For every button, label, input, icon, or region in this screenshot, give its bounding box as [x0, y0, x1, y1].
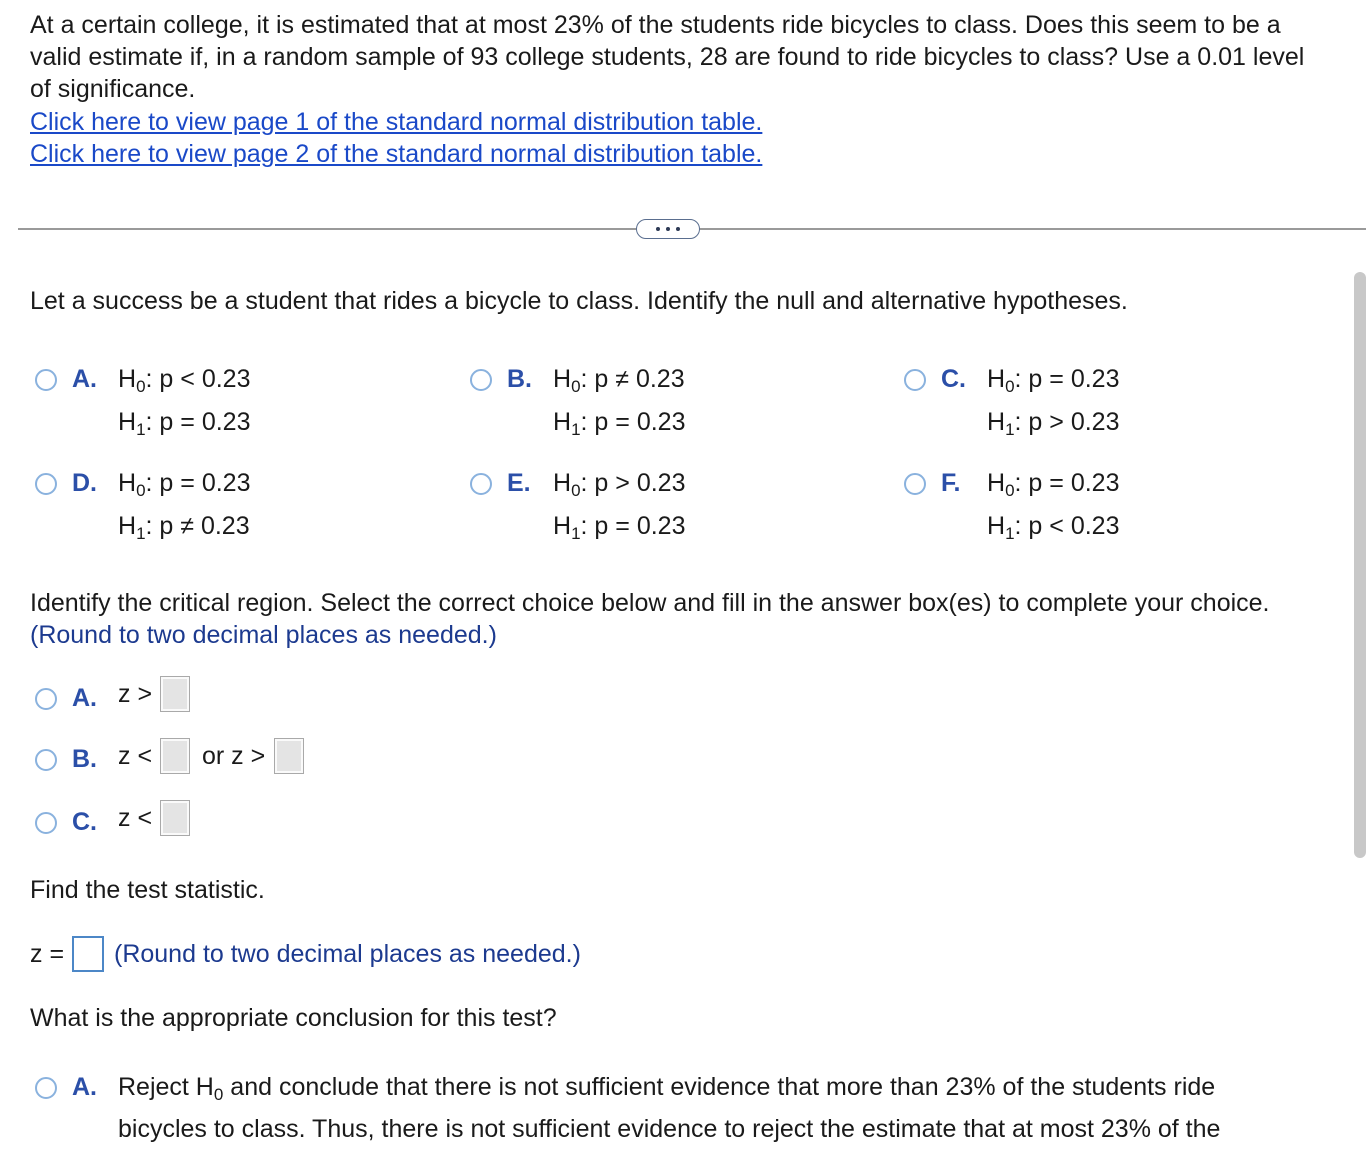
ellipsis-dot-icon — [656, 227, 660, 231]
hypothesis-option-c-h0: $H_0$: p = 0.23 — [987, 365, 1120, 396]
hypothesis-option-d-letter: D. — [72, 469, 97, 497]
test-statistic-round-note: (Round to two decimal places as needed.) — [114, 940, 581, 968]
hypothesis-option-b-radio[interactable] — [470, 369, 492, 391]
hypotheses-prompt: Let a success be a student that rides a bicycle to class. Identify the null and alternative hypotheses. — [30, 287, 1128, 315]
hypothesis-option-b-h1: $H_1$: p = 0.23 — [553, 408, 686, 439]
hypothesis-option-f-h0: $H_0$: p = 0.23 — [987, 469, 1120, 500]
test-statistic-prompt: Find the test statistic. — [30, 876, 265, 904]
conclusion-option-a-letter: A. — [72, 1073, 97, 1101]
hypothesis-option-f-letter: F. — [941, 469, 961, 497]
vertical-scrollbar[interactable] — [1354, 272, 1366, 858]
hypothesis-option-e-h1: $H_1$: p = 0.23 — [553, 512, 686, 543]
critical-region-option-b-label: z < — [118, 742, 153, 770]
hypothesis-option-d-h0: $H_0$: p = 0.23 — [118, 469, 251, 500]
critical-region-option-b-radio[interactable] — [35, 749, 57, 771]
ellipsis-dot-icon — [676, 227, 680, 231]
normal-table-page1-link[interactable]: Click here to view page 1 of the standard normal distribution table. — [30, 108, 763, 136]
question-line-3: of significance. — [30, 75, 196, 103]
conclusion-prompt: What is the appropriate conclusion for this test? — [30, 1004, 557, 1032]
conclusion-option-a-line-1: Reject $H_0$ and conclude that there is not sufficient evidence that more than 23% of the students ride — [118, 1073, 1216, 1104]
hypothesis-option-a-h0: $H_0$: p < 0.23 — [118, 365, 251, 396]
hypothesis-option-e-radio[interactable] — [470, 473, 492, 495]
hypothesis-option-a-radio[interactable] — [35, 369, 57, 391]
critical-region-a-input[interactable] — [160, 676, 190, 712]
critical-region-c-input[interactable] — [160, 800, 190, 836]
question-line-2: valid estimate if, in a random sample of 93 college students, 28 are found to ride bicycles to class? Use a 0.01 level — [30, 43, 1305, 71]
critical-region-option-c-letter: C. — [72, 808, 97, 836]
test-statistic-input[interactable] — [72, 936, 104, 972]
hypothesis-option-d-h1: $H_1$: p ≠ 0.23 — [118, 512, 250, 543]
hypothesis-option-e-h0: $H_0$: p > 0.23 — [553, 469, 686, 500]
test-statistic-label: z = — [30, 940, 65, 968]
hypothesis-option-f-radio[interactable] — [904, 473, 926, 495]
critical-region-round-note: (Round to two decimal places as needed.) — [30, 621, 497, 649]
critical-region-b-upper-input[interactable] — [274, 738, 304, 774]
hypothesis-option-b-h0: $H_0$: p ≠ 0.23 — [553, 365, 685, 396]
critical-region-b-lower-input[interactable] — [160, 738, 190, 774]
critical-region-option-a-label: z > — [118, 680, 153, 708]
normal-table-page2-link[interactable]: Click here to view page 2 of the standard normal distribution table. — [30, 140, 763, 168]
critical-region-prompt: Identify the critical region. Select the correct choice below and fill in the answer box(es) to complete your choice. — [30, 589, 1270, 617]
critical-region-option-a-letter: A. — [72, 684, 97, 712]
conclusion-option-a-radio[interactable] — [35, 1077, 57, 1099]
hypothesis-option-a-h1: $H_1$: p = 0.23 — [118, 408, 251, 439]
hypothesis-option-c-h1: $H_1$: p > 0.23 — [987, 408, 1120, 439]
hypothesis-option-e-letter: E. — [507, 469, 531, 497]
more-options-button[interactable] — [636, 219, 700, 239]
critical-region-option-c-label: z < — [118, 804, 153, 832]
hypothesis-option-b-letter: B. — [507, 365, 532, 393]
conclusion-option-a-line-2: bicycles to class. Thus, there is not sufficient evidence to reject the estimate that at most 23% of the — [118, 1115, 1221, 1143]
ellipsis-dot-icon — [666, 227, 670, 231]
critical-region-option-b-letter: B. — [72, 745, 97, 773]
hypothesis-option-f-h1: $H_1$: p < 0.23 — [987, 512, 1120, 543]
hypothesis-option-a-letter: A. — [72, 365, 97, 393]
critical-region-option-b-or-label: or z > — [202, 742, 266, 770]
hypothesis-option-c-radio[interactable] — [904, 369, 926, 391]
hypothesis-option-d-radio[interactable] — [35, 473, 57, 495]
critical-region-option-a-radio[interactable] — [35, 688, 57, 710]
question-line-1: At a certain college, it is estimated that at most 23% of the students ride bicycles to class. Does this seem to be a — [30, 11, 1281, 39]
hypothesis-option-c-letter: C. — [941, 365, 966, 393]
critical-region-option-c-radio[interactable] — [35, 812, 57, 834]
